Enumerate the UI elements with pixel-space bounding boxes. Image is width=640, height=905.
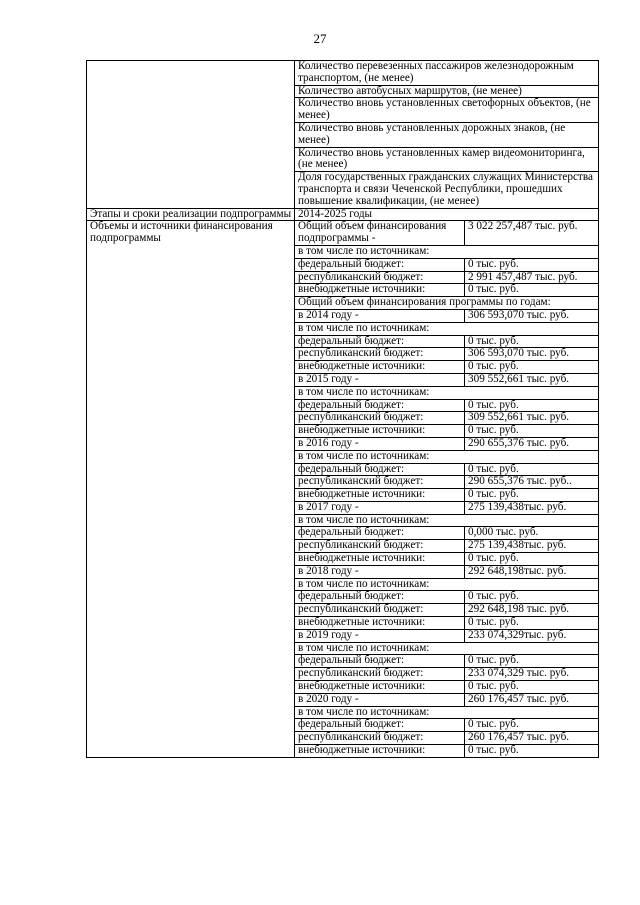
by-sources-label: в том числе по источникам: bbox=[295, 642, 599, 655]
source-value: 290 655,376 тыс. руб.. bbox=[465, 476, 599, 489]
indicator-row bbox=[87, 85, 599, 98]
by-years-label: Общий объем финансирования программы по годам: bbox=[295, 297, 599, 310]
year-label: в 2019 году - bbox=[295, 629, 465, 642]
by-sources-label: в том числе по источникам: bbox=[295, 514, 599, 527]
source-value: 0 тыс. руб. bbox=[465, 745, 599, 758]
source-label: республиканский бюджет: bbox=[295, 412, 465, 425]
indicator-row bbox=[87, 61, 599, 86]
source-value: 0 тыс. руб. bbox=[465, 399, 599, 412]
indicator-row bbox=[87, 98, 599, 123]
source-value: 275 139,438тыс. руб. bbox=[465, 540, 599, 553]
year-label: в 2016 году - bbox=[295, 437, 465, 450]
passport-table-body bbox=[87, 61, 599, 758]
source-value: 0 тыс. руб. bbox=[465, 655, 599, 668]
source-label: республиканский бюджет: bbox=[295, 668, 465, 681]
source-label: внебюджетные источники: bbox=[295, 745, 465, 758]
by-sources-label: в том числе по источникам: bbox=[295, 245, 599, 258]
source-label: федеральный бюджет: bbox=[295, 463, 465, 476]
source-value: 0 тыс. руб. bbox=[465, 258, 599, 271]
source-label: республиканский бюджет: bbox=[295, 271, 465, 284]
source-value: 2 991 457,487 тыс. руб. bbox=[465, 271, 599, 284]
year-value: 275 139,438тыс. руб. bbox=[465, 501, 599, 514]
source-value: 0 тыс. руб. bbox=[465, 681, 599, 694]
source-value: 292 648,198 тыс. руб. bbox=[465, 604, 599, 617]
source-value: 260 176,457 тыс. руб. bbox=[465, 732, 599, 745]
source-label: внебюджетные источники: bbox=[295, 489, 465, 502]
indicator-row bbox=[87, 172, 599, 208]
indicator-text: Количество автобусных маршрутов, (не менее) bbox=[295, 85, 599, 98]
stages-row bbox=[87, 208, 599, 221]
source-label: внебюджетные источники: bbox=[295, 361, 465, 374]
total-funding-row bbox=[87, 221, 599, 246]
source-label: внебюджетные источники: bbox=[295, 553, 465, 566]
source-label: федеральный бюджет: bbox=[295, 399, 465, 412]
year-label: в 2014 году - bbox=[295, 309, 465, 322]
source-label: федеральный бюджет: bbox=[295, 655, 465, 668]
source-value: 309 552,661 тыс. руб. bbox=[465, 412, 599, 425]
source-value: 0 тыс. руб. bbox=[465, 284, 599, 297]
source-label: республиканский бюджет: bbox=[295, 604, 465, 617]
indicator-text: Количество перевезенных пассажиров железнодорожным транспортом, (не менее) bbox=[295, 61, 599, 86]
by-sources-label: в том числе по источникам: bbox=[295, 322, 599, 335]
by-sources-label: в том числе по источникам: bbox=[295, 578, 599, 591]
source-value: 0 тыс. руб. bbox=[465, 719, 599, 732]
by-sources-label: в том числе по источникам: bbox=[295, 386, 599, 399]
year-value: 290 655,376 тыс. руб. bbox=[465, 437, 599, 450]
source-value: 0 тыс. руб. bbox=[465, 463, 599, 476]
year-value: 260 176,457 тыс. руб. bbox=[465, 693, 599, 706]
source-label: республиканский бюджет: bbox=[295, 476, 465, 489]
source-label: федеральный бюджет: bbox=[295, 258, 465, 271]
indicator-text: Количество вновь установленных камер видеомониторинга, (не менее) bbox=[295, 147, 599, 172]
source-value: 0 тыс. руб. bbox=[465, 425, 599, 438]
indicator-text: Количество вновь установленных дорожных знаков, (не менее) bbox=[295, 122, 599, 147]
stages-value: 2014-2025 годы bbox=[295, 208, 599, 221]
source-value: 0 тыс. руб. bbox=[465, 361, 599, 374]
year-label: в 2018 году - bbox=[295, 565, 465, 578]
total-funding-label: Общий объем финансирования подпрограммы - bbox=[295, 221, 465, 246]
section-label-cell bbox=[87, 85, 295, 98]
indicator-row bbox=[87, 122, 599, 147]
source-value: 0 тыс. руб. bbox=[465, 489, 599, 502]
source-label: внебюджетные источники: bbox=[295, 284, 465, 297]
section-label-cell bbox=[87, 122, 295, 147]
source-label: республиканский бюджет: bbox=[295, 540, 465, 553]
source-label: республиканский бюджет: bbox=[295, 348, 465, 361]
source-label: федеральный бюджет: bbox=[295, 527, 465, 540]
source-label: федеральный бюджет: bbox=[295, 591, 465, 604]
source-value: 0 тыс. руб. bbox=[465, 617, 599, 630]
source-value: 0 тыс. руб. bbox=[465, 553, 599, 566]
section-label-cell: Этапы и сроки реализации подпрограммы bbox=[87, 208, 295, 221]
source-value: 0,000 тыс. руб. bbox=[465, 527, 599, 540]
source-value: 306 593,070 тыс. руб. bbox=[465, 348, 599, 361]
year-label: в 2020 году - bbox=[295, 693, 465, 706]
source-label: федеральный бюджет: bbox=[295, 719, 465, 732]
source-value: 0 тыс. руб. bbox=[465, 335, 599, 348]
source-label: внебюджетные источники: bbox=[295, 681, 465, 694]
section-label-cell bbox=[87, 147, 295, 172]
source-label: федеральный бюджет: bbox=[295, 335, 465, 348]
year-value: 309 552,661 тыс. руб. bbox=[465, 373, 599, 386]
indicator-text: Доля государственных гражданских служащих Министерства транспорта и связи Чеченской Республики, прошедших повышение квалификации, (не менее) bbox=[295, 172, 599, 208]
year-value: 306 593,070 тыс. руб. bbox=[465, 309, 599, 322]
indicator-text: Количество вновь установленных светофорных объектов, (не менее) bbox=[295, 98, 599, 123]
page-number: 27 bbox=[313, 31, 327, 46]
by-sources-label: в том числе по источникам: bbox=[295, 450, 599, 463]
source-value: 233 074,329 тыс. руб. bbox=[465, 668, 599, 681]
section-label-cell bbox=[87, 98, 295, 123]
year-value: 233 074,329тыс. руб. bbox=[465, 629, 599, 642]
section-label-cell bbox=[87, 61, 295, 86]
section-label-cell bbox=[87, 172, 295, 208]
year-value: 292 648,198тыс. руб. bbox=[465, 565, 599, 578]
year-label: в 2015 году - bbox=[295, 373, 465, 386]
funding-label: Объемы и источники финансирования подпрограммы bbox=[87, 221, 295, 757]
indicator-row bbox=[87, 147, 599, 172]
source-label: внебюджетные источники: bbox=[295, 425, 465, 438]
by-sources-label: в том числе по источникам: bbox=[295, 706, 599, 719]
source-value: 0 тыс. руб. bbox=[465, 591, 599, 604]
year-label: в 2017 году - bbox=[295, 501, 465, 514]
passport-table bbox=[86, 60, 599, 758]
source-label: республиканский бюджет: bbox=[295, 732, 465, 745]
source-label: внебюджетные источники: bbox=[295, 617, 465, 630]
total-funding-value: 3 022 257,487 тыс. руб. bbox=[465, 221, 599, 246]
